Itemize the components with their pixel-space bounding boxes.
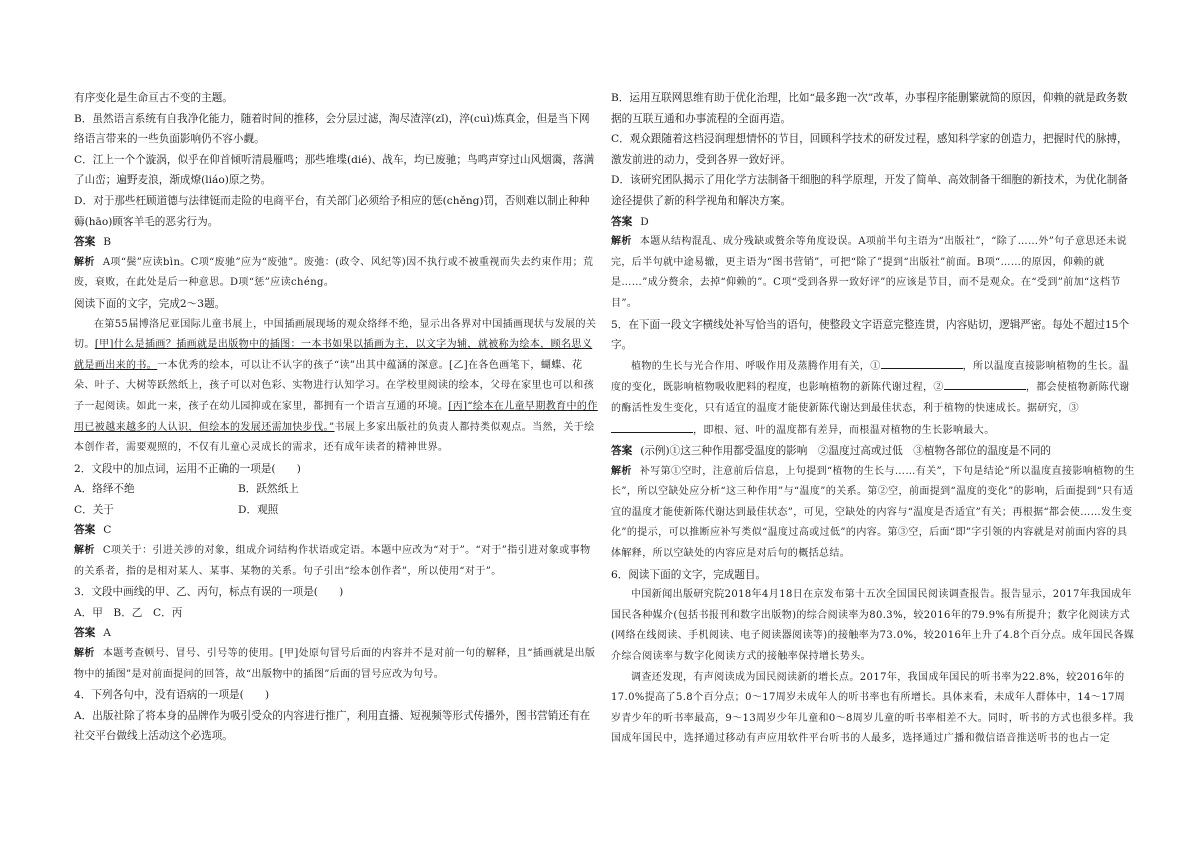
q4-option-d: D．该研究团队揭示了用化学方法制备干细胞的科学原理，开发了简单、高效制备干细胞的新技术，为优化制备途径提供了新的科学视角和解决方案。 bbox=[611, 174, 1128, 207]
explain-1 bbox=[74, 253, 598, 294]
q5-passage bbox=[611, 356, 1135, 441]
q5-text-b: ，所以温度直接影响植物的生长。温度的变化，既影响植物吸收肥料的程度，也影响植物的新陈代谢过程，② bbox=[611, 360, 1130, 394]
answer-label: 答案 bbox=[74, 524, 96, 537]
explain-5 bbox=[611, 462, 1135, 565]
explain-2-text: C项关于：引进关涉的对象，组成介词结构作状语或定语。本题中应改为“对于”。“对于”指引进对象或事物的关系者，指的是相对某人、某事、某物的关系。句子引出“绘本创作者”，所以使用“对于”。 bbox=[74, 545, 591, 577]
explain-label: 解析 bbox=[611, 236, 632, 248]
q2-option-c: C．关于 bbox=[74, 503, 114, 516]
q4-option-b: B．运用互联网思维有助于优化治理，比如“最多跑一次”改革，办事程序能删繁就简的原因，仰赖的就是政务数据的互联互通和办事流程的全面再造。 bbox=[611, 92, 1128, 125]
passage-part-3: 书展上多家出版社的负责人都持类似观点。当然，关于绘本创作者，需要观照的，不仅有儿童心灵成长的需求，还有成年读者的精神世界。 bbox=[74, 421, 595, 454]
answer-3 bbox=[74, 623, 598, 644]
q4-stem: 4．下列各句中，没有语病的一项是( ) bbox=[74, 689, 270, 702]
blank-3 bbox=[611, 420, 693, 433]
q5-text-c: ，都会使植物新陈代谢的酶活性发生变化，只有适宜的温度才能使新陈代谢达到最佳状态，利于植物的快速成长。据研究，③ bbox=[611, 382, 1130, 414]
q6-paragraph-1: 中国新闻出版研究院2018年4月18日在京发布第十五次全国国民阅读调查报告。报告显示，2017年我国成年国民各种媒介(包括书报刊和数字出版物)的综合阅读率为80.3%，较2016年的79.9%有所提升；数字化阅读方式(网络在线阅读、手机阅读、电子阅读器阅读等)的接触率为73.0%，较2016年上升了4.8个百分点。成年国民各媒介综合阅读率与数字化阅读方式的接触率保持增长势头。 bbox=[611, 589, 1135, 663]
explain-label: 解析 bbox=[74, 648, 95, 660]
answer-2-value: C bbox=[103, 524, 112, 537]
explain-5-text: 补写第①空时，注意前后信息，上句提到“植物的生长与……有关”，下句是结论“所以温度直接影响植物的生长”，所以空缺处应分析“这三种作用”与“温度”的关系。第②空，前面提到“温度的变化”的影响，后面提到“只有适宜的温度才能使新陈代谢达到最佳状态”，可见，空缺处的内容与“温度是否适宜”有关；再根据“都会使……发生变化”的提示，可以推断应补写类似“温度过高或过低”的内容。第③空，后面“即”字引领的内容就是对前面内容的具体解释，所以空缺处的内容应是对后句的概括总结。 bbox=[611, 465, 1135, 560]
blank-1 bbox=[881, 356, 963, 369]
q2-option-b: B．跃然纸上 bbox=[238, 483, 299, 496]
explain-label: 解析 bbox=[611, 465, 632, 477]
right-column bbox=[611, 88, 1135, 750]
answer-label: 答案 bbox=[611, 445, 633, 458]
q2-options-row2 bbox=[74, 500, 598, 521]
explain-label: 解析 bbox=[74, 256, 95, 268]
explain-2 bbox=[74, 541, 598, 582]
passage-part-2: 一本优秀的绘本，可以让不认字的孩子“读”出其中蕴涵的深意。[乙]在各色画笔下，蝴蝶、花朵、叶子、大树等跃然纸上，孩子可以对色彩、实物进行认知学习。在学校里阅读的绘本，父母在家里也可以和孩子一起阅读。如此一来，孩子在幼儿园抑或在家里，都拥有一个语言互通的环境。 bbox=[74, 359, 594, 412]
q1-option-c: C．江上一个个漩涡，似乎在仰首倾听清晨雁鸣；那些堆堞(dié)、战车，均已废驰；鸟鸣声穿过山风烟霭，落满了山峦；遍野麦浪，渐成燎(liáo)原之势。 bbox=[74, 153, 595, 187]
q3-options: A．甲 B．乙 C．丙 bbox=[74, 606, 183, 619]
answer-1 bbox=[74, 232, 598, 253]
q1-option-d: D．对于那些枉顾道德与法律铤而走险的电商平台，有关部门必须给予相应的惩(chěng)罚，否则难以制止种种薅(hāo)顾客羊毛的恶劣行为。 bbox=[74, 194, 590, 228]
answer-5 bbox=[611, 441, 1135, 462]
passage-part-1: 在第55届博洛尼亚国际儿童书展上，中国插画展现场的观众络绎不绝，显示出各界对中国插画现状与发展的关切。 bbox=[74, 318, 597, 351]
passage-sentence-jia: [甲]什么是插画？插画就是出版物中的插图：一本书如果以插画为主，以文字为辅，就被称为绘本，顾名思义就是画出来的书。 bbox=[74, 339, 593, 371]
answer-label: 答案 bbox=[74, 627, 96, 640]
passage-intro: 阅读下面的文字，完成2～3题。 bbox=[74, 297, 226, 310]
passage-sentence-bing: [丙]“绘本在儿童早期教育中的作用已被越来越多的人认识，但绘本的发展还需加快步伐。” bbox=[74, 400, 598, 433]
answer-3-value: A bbox=[103, 627, 111, 640]
q2-option-a: A．络绎不绝 bbox=[74, 483, 135, 496]
q2-option-d: D．观照 bbox=[238, 503, 279, 516]
blank-2 bbox=[944, 377, 1026, 390]
q6-paragraph-2: 调查还发现，有声阅读成为国民阅读新的增长点。2017年，我国成年国民的听书率为22.8%，较2016年的17.0%提高了5.8个百分点；0～17周岁未成年人的听书率也有所增长。具体来看，未成年人群体中，14～17周岁青少年的听书率最高，9～13周岁少年儿童和0～8周岁儿童的听书率相差不大。同时，听书的方式也很多样。我国成年国民中，选择通过移动有声应用软件平台听书的人最多，选择通过广播和微信语音推送听书的也占一定 bbox=[611, 671, 1134, 745]
answer-5-value: (示例)①这三种作用都受温度的影响 ②温度过高或过低 ③植物各部位的温度是不同的 bbox=[640, 445, 1052, 458]
explain-4 bbox=[611, 232, 1135, 314]
answer-2 bbox=[74, 520, 598, 541]
q3-stem: 3．文段中画线的甲、乙、丙句，标点有误的一项是( ) bbox=[74, 586, 344, 599]
explain-label: 解析 bbox=[74, 545, 95, 557]
explain-4-text: 本题从结构混乱、成分残缺或赘余等角度设误。A项前半句主语为“出版社”，“除了……外”句子意思还未说完，后半句就中途易辙，更主语为“图书营销”，可把“除了”提到“出版社”前面。B项“……的原因，仰赖的就是……”成分赘余，去掉“仰赖的”。C项“受到各界一致好评”的应该是节目，而不是观众。在“受到”前加“这档节目”。 bbox=[611, 236, 1128, 309]
q2-stem: 2．文段中的加点词，运用不正确的一项是( ) bbox=[74, 462, 301, 475]
q1-continuation: 有序变化是生命亘古不变的主题。 bbox=[74, 92, 233, 104]
answer-4-value: D bbox=[640, 215, 649, 228]
q5-text-d: ，即根、冠、叶的温度都有差异，而根温对植物的生长影响最大。 bbox=[693, 424, 995, 436]
q4-option-a: A．出版社除了将本身的品牌作为吸引受众的内容进行推广，利用直播、短视频等形式传播外，图书营销还有在社交平台做线上活动这个必选项。 bbox=[74, 709, 591, 743]
q1-option-b: B．虽然语言系统有自我净化能力，随着时间的推移，会分层过滤，淘尽渣滓(zǐ)，淬(cuì)炼真金，但是当下网络语言带来的一些负面影响仍不容小觑。 bbox=[74, 112, 590, 146]
answer-4 bbox=[611, 212, 1135, 233]
explain-1-text: A项“鬓”应读bìn。C项“废驰”应为“废弛”。废弛：(政令、风纪等)因不执行或不被重视而失去约束作用；荒废，衰败，在此处是后一种意思。D项“惩”应读chéng。 bbox=[74, 256, 594, 289]
reading-passage bbox=[74, 315, 598, 459]
answer-1-value: B bbox=[103, 236, 111, 249]
q4-option-c: C．观众跟随着这档浸润理想情怀的节目，回顾科学技术的研发过程，感知科学家的创造力，把握时代的脉搏，激发前进的动力，受到各界一致好评。 bbox=[611, 133, 1128, 166]
q5-stem: 5．在下面一段文字横线处补写恰当的语句，使整段文字语意完整连贯，内容贴切，逻辑严密。每处不超过15个字。 bbox=[611, 318, 1130, 352]
answer-label: 答案 bbox=[74, 236, 96, 249]
q6-stem: 6．阅读下面的文字，完成题目。 bbox=[611, 568, 767, 581]
q2-options-row1 bbox=[74, 479, 598, 500]
explain-3 bbox=[74, 644, 598, 685]
q5-text-a: 植物的生长与光合作用、呼吸作用及蒸腾作用有关，① bbox=[631, 360, 881, 372]
explain-3-text: 本题考查顿号、冒号、引号等的使用。[甲]处原句冒号后面的内容并不是对前一句的解释，且“插画就是出版物中的插图”是对前面提问的回答，故“出版物中的插图”后面的冒号应改为句号。 bbox=[74, 648, 596, 680]
left-column bbox=[74, 88, 598, 747]
answer-label: 答案 bbox=[611, 215, 633, 228]
